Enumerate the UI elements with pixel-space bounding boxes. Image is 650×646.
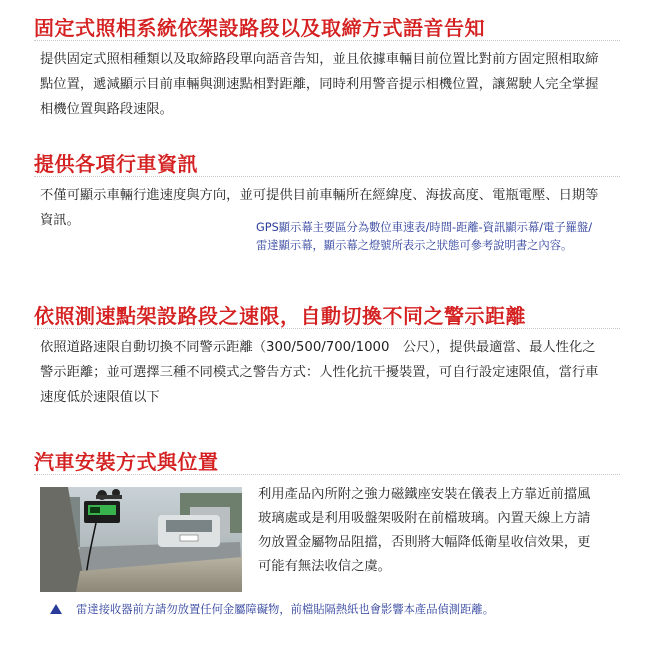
section-heading-fixed-camera: 固定式照相系統依架設路段以及取締方式語音告知	[34, 16, 485, 40]
paragraph-installation: 利用產品內所附之強力磁鐵座安裝在儀表上方靠近前擋風玻璃處或是利用吸盤架吸附在前檔玻璃。內置天線上方請勿放置金屬物品阻擋，否則將大幅降低衛星收信效果，更可能有無法收信之虞。	[258, 487, 591, 574]
section-divider	[34, 328, 620, 329]
section-heading-installation: 汽車安裝方式與位置	[34, 450, 219, 474]
paragraph-fixed-camera: 提供固定式照相種類以及取締路段單向語音告知，並且依據車輛目前位置比對前方固定照相取締點位置，遞減顯示目前車輛與測速點相對距離，同時利用警音提示相機位置，讓駕駛人完全掌握相機位置與路段速限。	[40, 52, 599, 117]
section-heading-speed-limit: 依照測速點架設路段之速限，自動切換不同之警示距離	[34, 304, 526, 328]
section-divider	[34, 40, 620, 41]
paragraph-speed-limit: 依照道路速限自動切換不同警示距離（300/500/700/1000 公尺），提供最適當、最人性化之警示距離；並可選擇三種不同模式之警告方式：人性化抗干擾裝置，可自行設定速限值，當行車速度低於速限值以下	[40, 340, 599, 405]
section-divider	[34, 176, 620, 177]
installation-photo	[40, 487, 242, 592]
warning-text: 雷達接收器前方請勿放置任何金屬障礙物，前檔貼隔熱紙也會影響本產品偵測距離。	[76, 603, 494, 616]
warning-note	[50, 601, 494, 617]
section-divider	[34, 474, 620, 475]
gps-display-note: GPS顯示幕主要區分為數位車速表/時間-距離-資訊顯示幕/電子羅盤/雷達顯示幕，顯示幕之燈號所表示之狀態可參考說明書之內容。	[256, 221, 593, 252]
warning-triangle-icon	[50, 604, 62, 614]
section-heading-driving-info: 提供各項行車資訊	[34, 152, 198, 176]
paragraph-driving-info: 不僅可顯示車輛行進速度與方向，並可提供目前車輛所在經緯度、海拔高度、電瓶電壓、日期等資訊。	[40, 188, 599, 228]
